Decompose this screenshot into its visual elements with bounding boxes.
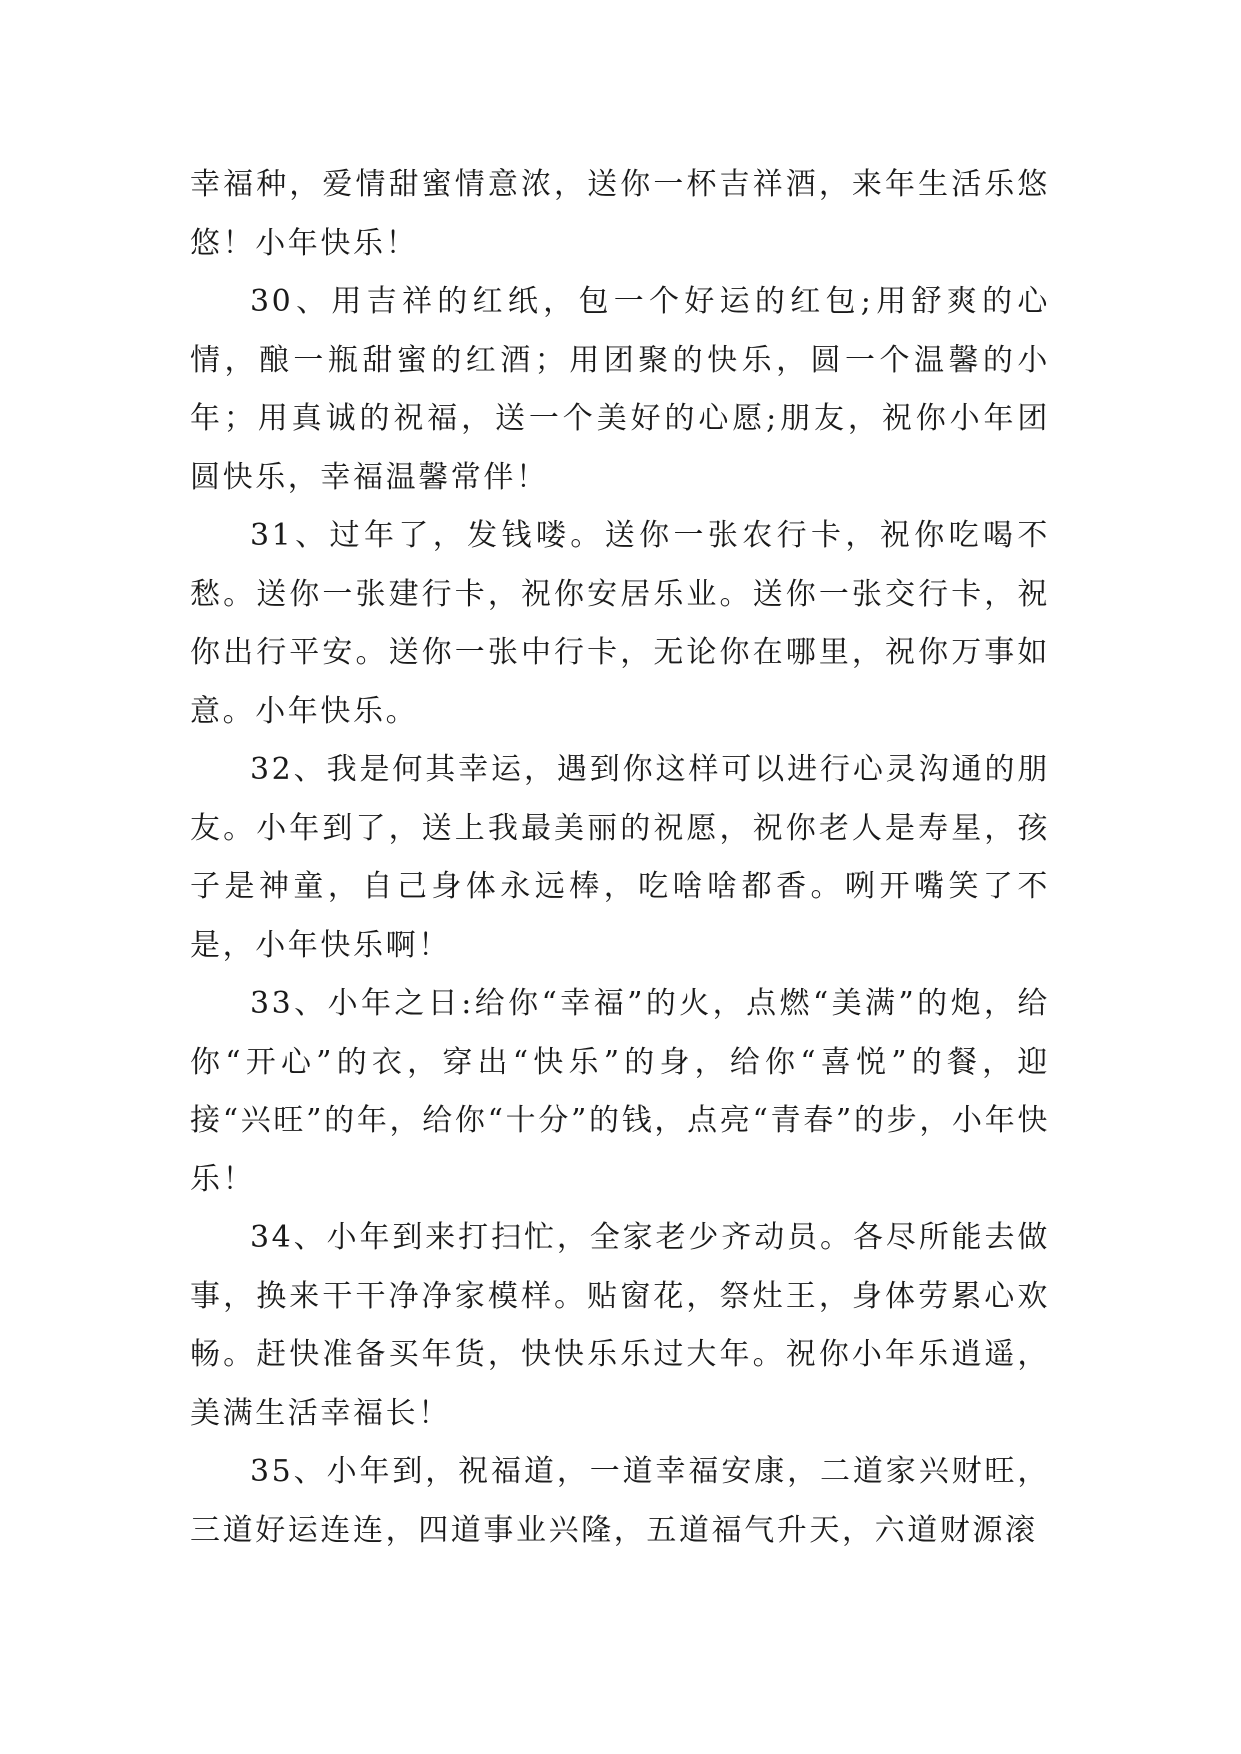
paragraph-33: 33、小年之日:给你“幸福”的火，点燃“美满”的炮，给你“开心”的衣，穿出“快乐”的身，给你“喜悦”的餐，迎接“兴旺”的年，给你“十分”的钱，点亮“青春”的步，小年快乐！ <box>190 986 1050 1197</box>
paragraph-30: 30、用吉祥的红纸，包一个好运的红包;用舒爽的心情，酿一瓶甜蜜的红酒；用团聚的快乐，圆一个温馨的小年；用真诚的祝福，送一个美好的心愿;朋友，祝你小年团圆快乐，幸福温馨常伴！ <box>190 284 1050 495</box>
paragraph-31: 31、过年了，发钱喽。送你一张农行卡，祝你吃喝不愁。送你一张建行卡，祝你安居乐业。送你一张交行卡，祝你出行平安。送你一张中行卡，无论你在哪里，祝你万事如意。小年快乐。 <box>190 518 1050 729</box>
paragraph-34: 34、小年到来打扫忙，全家老少齐动员。各尽所能去做事，换来干干净净家模样。贴窗花，祭灶王，身体劳累心欢畅。赶快准备买年货，快快乐乐过大年。祝你小年乐逍遥，美满生活幸福长！ <box>190 1220 1050 1431</box>
paragraph-32: 32、我是何其幸运，遇到你这样可以进行心灵沟通的朋友。小年到了，送上我最美丽的祝愿，祝你老人是寿星，孩子是神童，自己身体永远棒，吃啥啥都香。咧开嘴笑了不是，小年快乐啊！ <box>190 752 1050 963</box>
paragraph-35: 35、小年到，祝福道，一道幸福安康，二道家兴财旺，三道好运连连，四道事业兴隆，五道福气升天，六道财源滚 <box>190 1454 1050 1548</box>
paragraph-continuation: 幸福种，爱情甜蜜情意浓，送你一杯吉祥酒，来年生活乐悠悠！小年快乐！ <box>190 167 1050 261</box>
document-body <box>190 156 1050 1560</box>
